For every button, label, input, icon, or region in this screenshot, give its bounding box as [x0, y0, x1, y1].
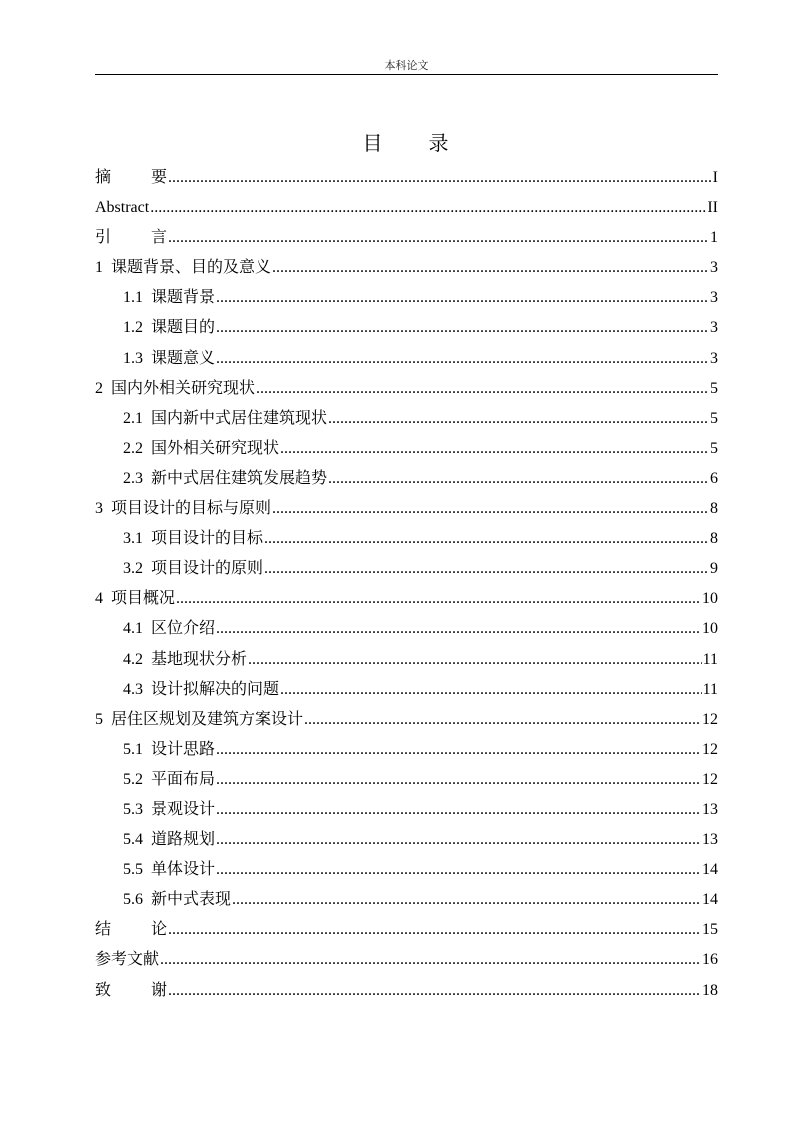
toc-page-number: 6 [710, 469, 718, 487]
toc-leader-dots [176, 584, 701, 614]
toc-entry-label [123, 675, 279, 705]
toc-page-number: 14 [702, 861, 718, 879]
toc-page-number: 11 [702, 650, 718, 668]
toc-leader-dots [248, 645, 702, 675]
toc-entry-text: Abstract [95, 199, 150, 217]
toc-entry-label [123, 855, 215, 885]
toc-entry[interactable] [95, 945, 718, 975]
toc-entry-label [95, 976, 167, 1006]
toc-entry-text: 项目设计的原则 [151, 560, 264, 578]
toc-page-number: 18 [702, 981, 718, 999]
toc-entry-label [123, 313, 215, 343]
toc-entry-number: 4 [95, 590, 103, 608]
toc-entry[interactable] [95, 344, 718, 374]
toc-entry-label [123, 434, 279, 464]
toc-entry-text-first: 引 [95, 229, 112, 247]
toc-entry-text: 设计拟解决的问题 [151, 680, 280, 698]
toc-page-number: 3 [710, 259, 718, 277]
toc-entry-label [123, 795, 215, 825]
toc-page-number: 3 [710, 319, 718, 337]
toc-entry[interactable] [95, 795, 718, 825]
toc-entry-text: 参考文献 [95, 951, 160, 969]
toc-entry-text-first: 摘 [95, 169, 112, 186]
toc-leader-dots [216, 825, 701, 855]
toc-entry[interactable] [95, 554, 718, 584]
page-title: 目 录 [362, 133, 451, 155]
toc-entry-text: 区位介绍 [151, 620, 216, 638]
toc-entry-number: 1.1 [123, 289, 143, 307]
toc-page-number: 10 [702, 620, 718, 638]
toc-page-number: 8 [710, 530, 718, 548]
toc-entry-number: 5.4 [123, 831, 143, 849]
toc-entry-number: 1.3 [123, 349, 143, 367]
toc-page-number: 1 [710, 229, 718, 247]
toc-entry-label [123, 735, 215, 765]
toc-leader-dots [216, 313, 709, 343]
toc-leader-dots [168, 915, 701, 945]
toc-entry[interactable] [95, 976, 718, 1006]
toc-entry-text: 景观设计 [151, 800, 216, 818]
toc-entry-number: 2.3 [123, 469, 143, 487]
toc-page-number: 5 [710, 409, 718, 427]
toc-entry[interactable] [95, 614, 718, 644]
toc-entry-text: 平面布局 [151, 770, 216, 788]
toc-entry-number: 5.1 [123, 740, 143, 758]
toc-entry[interactable] [95, 253, 718, 283]
toc-entry-text: 国内新中式居住建筑现状 [151, 409, 328, 427]
toc-leader-dots [272, 253, 709, 283]
toc-entry[interactable] [95, 705, 718, 735]
toc-entry-label [123, 404, 327, 434]
toc-entry-label [123, 765, 215, 795]
toc-leader-dots [304, 705, 701, 735]
toc-entry-label [123, 464, 327, 494]
toc-entry-number: 3.1 [123, 530, 143, 548]
toc-entry-label [123, 645, 247, 675]
toc-entry-label [95, 915, 167, 945]
toc-entry-text-second: 要 [151, 169, 168, 186]
toc-entry[interactable] [95, 524, 718, 554]
toc-entry-number: 5.3 [123, 800, 143, 818]
toc-leader-dots [216, 765, 701, 795]
toc-entry-text: 课题背景 [151, 289, 216, 307]
toc-entry-number: 1 [95, 259, 103, 277]
toc-page-number: 11 [702, 680, 718, 698]
toc-entry[interactable] [95, 193, 718, 223]
toc-entry[interactable] [95, 825, 718, 855]
toc-entry-text: 项目概况 [111, 590, 176, 608]
toc-page-number: 3 [710, 349, 718, 367]
toc-entry-label [123, 825, 215, 855]
table-of-contents [95, 163, 718, 1006]
toc-entry[interactable] [95, 885, 718, 915]
toc-entry-text: 新中式居住建筑发展趋势 [151, 469, 328, 487]
toc-page-number: 5 [710, 439, 718, 457]
page-header [95, 56, 718, 75]
toc-leader-dots [168, 976, 701, 1006]
toc-entry-text: 课题背景、目的及意义 [111, 259, 272, 277]
toc-entry-number: 2.2 [123, 439, 143, 457]
toc-entry[interactable] [95, 735, 718, 765]
toc-entry-number: 5.5 [123, 861, 143, 879]
toc-entry-number: 5 [95, 710, 103, 728]
toc-entry-text-second: 言 [151, 229, 168, 247]
toc-entry[interactable] [95, 765, 718, 795]
toc-entry[interactable] [95, 675, 718, 705]
toc-page-number: 15 [702, 921, 718, 939]
toc-entry-text: 设计思路 [151, 740, 216, 758]
toc-entry[interactable] [95, 584, 718, 614]
toc-page-number: 3 [710, 289, 718, 307]
toc-leader-dots [256, 374, 709, 404]
toc-entry[interactable] [95, 374, 718, 404]
toc-entry-text-second: 论 [151, 921, 168, 939]
toc-entry-label [123, 885, 231, 915]
toc-entry-number: 3.2 [123, 560, 143, 578]
toc-entry-text: 道路规划 [151, 831, 216, 849]
header-text: 本科论文 [384, 60, 429, 72]
toc-page-number: 5 [710, 379, 718, 397]
toc-entry-text: 课题目的 [151, 319, 216, 337]
toc-entry-number: 4.2 [123, 650, 143, 668]
toc-entry-number: 3 [95, 500, 103, 518]
toc-entry[interactable] [95, 645, 718, 675]
toc-entry-text: 国外相关研究现状 [151, 439, 280, 457]
toc-entry-number: 1.2 [123, 319, 143, 337]
toc-entry-text: 课题意义 [151, 349, 216, 367]
toc-entry-text: 新中式表现 [151, 891, 232, 909]
toc-leader-dots [232, 885, 701, 915]
toc-page-number: 16 [702, 951, 718, 969]
toc-page-number: 12 [702, 740, 718, 758]
toc-entry-label [95, 945, 159, 975]
toc-entry[interactable] [95, 434, 718, 464]
toc-entry[interactable] [95, 855, 718, 885]
toc-entry-number: 2 [95, 379, 103, 397]
toc-leader-dots [216, 283, 709, 313]
toc-leader-dots [216, 735, 701, 765]
toc-leader-dots [150, 193, 706, 223]
toc-leader-dots [328, 464, 709, 494]
toc-entry-label [95, 163, 167, 193]
toc-entry-number: 2.1 [123, 409, 143, 427]
toc-entry[interactable] [95, 283, 718, 313]
toc-entry-text: 基地现状分析 [151, 650, 248, 668]
toc-entry-label [95, 705, 303, 735]
toc-leader-dots [280, 434, 709, 464]
toc-leader-dots [216, 344, 709, 374]
toc-page-number: 13 [702, 800, 718, 818]
toc-leader-dots [168, 223, 709, 253]
toc-page-number: 9 [710, 560, 718, 578]
toc-entry-text: 项目设计的目标 [151, 530, 264, 548]
toc-entry-text: 居住区规划及建筑方案设计 [111, 710, 304, 728]
toc-entry-label [95, 193, 149, 223]
toc-page-number: I [712, 169, 718, 186]
toc-leader-dots [160, 945, 701, 975]
toc-entry-label [95, 253, 271, 283]
toc-page-number: II [707, 199, 718, 217]
toc-entry-text-first: 致 [95, 981, 112, 999]
toc-leader-dots [280, 675, 702, 705]
toc-page-number: 8 [710, 500, 718, 518]
toc-entry-label [95, 584, 175, 614]
toc-entry-label [123, 554, 263, 584]
toc-leader-dots [168, 163, 712, 193]
toc-entry[interactable] [95, 404, 718, 434]
toc-entry[interactable] [95, 313, 718, 343]
toc-leader-dots [328, 404, 709, 434]
toc-entry-number: 4.3 [123, 680, 143, 698]
toc-entry-text: 项目设计的目标与原则 [111, 500, 272, 518]
toc-entry-number: 5.2 [123, 770, 143, 788]
toc-leader-dots [216, 855, 701, 885]
toc-leader-dots [264, 524, 709, 554]
toc-leader-dots [216, 614, 701, 644]
toc-entry-label [95, 494, 271, 524]
toc-entry-number: 5.6 [123, 891, 143, 909]
toc-page-number: 12 [702, 770, 718, 788]
toc-page-number: 13 [702, 831, 718, 849]
toc-leader-dots [216, 795, 701, 825]
toc-entry-text: 单体设计 [151, 861, 216, 879]
toc-entry-label [123, 524, 263, 554]
toc-page-number: 10 [702, 590, 718, 608]
toc-entry[interactable] [95, 163, 718, 193]
toc-entry-label [123, 283, 215, 313]
toc-entry-label [123, 614, 215, 644]
toc-leader-dots [264, 554, 709, 584]
toc-entry-text-first: 结 [95, 921, 112, 939]
toc-entry[interactable] [95, 223, 718, 253]
toc-entry-number: 4.1 [123, 620, 143, 638]
toc-entry-text: 国内外相关研究现状 [111, 379, 256, 397]
toc-entry-label [123, 344, 215, 374]
toc-entry-label [95, 223, 167, 253]
toc-leader-dots [272, 494, 709, 524]
toc-entry[interactable] [95, 494, 718, 524]
toc-page-number: 14 [702, 891, 718, 909]
toc-entry[interactable] [95, 464, 718, 494]
toc-entry-text-second: 谢 [151, 981, 168, 999]
toc-entry[interactable] [95, 915, 718, 945]
toc-page-number: 12 [702, 710, 718, 728]
toc-entry-label [95, 374, 255, 404]
